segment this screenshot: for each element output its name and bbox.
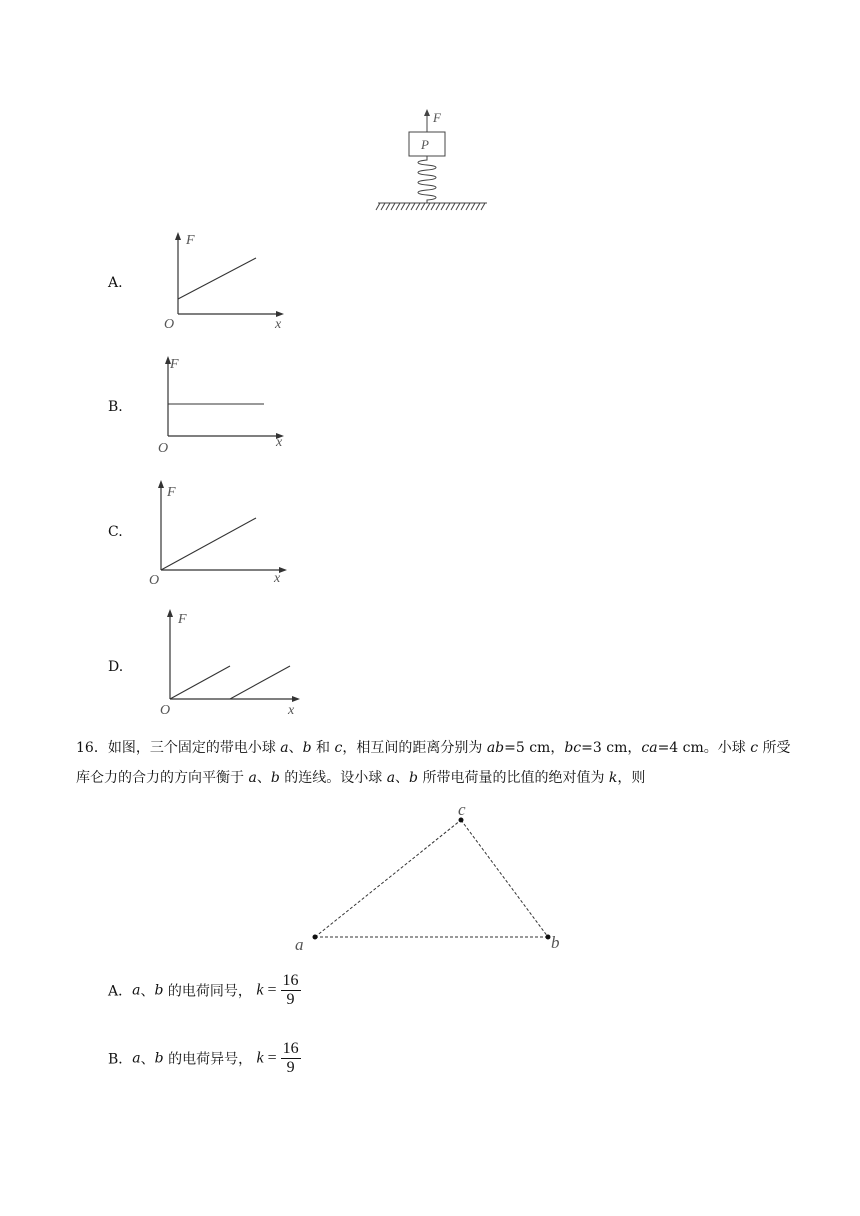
var-k: k bbox=[256, 981, 264, 999]
var-a: a bbox=[280, 740, 289, 756]
graph-line bbox=[178, 258, 256, 299]
hatch-mark bbox=[376, 203, 380, 210]
fraction bbox=[281, 972, 301, 1009]
hatch-mark bbox=[416, 203, 420, 210]
x-label: x bbox=[275, 317, 282, 332]
hatch-mark bbox=[456, 203, 460, 210]
hatch-mark bbox=[431, 203, 435, 210]
hatch-mark bbox=[386, 203, 390, 210]
option-b-label: B. bbox=[108, 399, 123, 415]
var-b-3: b bbox=[409, 770, 419, 786]
force-label: F bbox=[433, 110, 441, 125]
answer-label: B． bbox=[108, 1051, 133, 1068]
graph-line-2 bbox=[230, 666, 290, 699]
hatch-mark bbox=[466, 203, 470, 210]
block-label: P bbox=[421, 137, 429, 152]
q16-seg6: 所带电荷量的比值的绝对值为 bbox=[418, 770, 609, 786]
hatch-mark bbox=[471, 203, 475, 210]
answer-text: 的电荷同号， bbox=[163, 983, 252, 1000]
hatch-mark bbox=[406, 203, 410, 210]
side-cb bbox=[461, 820, 548, 937]
force-arrow-head bbox=[424, 109, 430, 116]
hatch-mark bbox=[476, 203, 480, 210]
point-b bbox=[546, 935, 551, 940]
numerator: 16 bbox=[282, 1040, 299, 1057]
option-d-graph bbox=[150, 605, 310, 717]
var-a: a bbox=[132, 1050, 141, 1067]
var-k: k bbox=[608, 770, 618, 786]
y-label: F bbox=[186, 233, 195, 248]
triangle-figure bbox=[290, 800, 570, 960]
point-a bbox=[313, 935, 318, 940]
var-ca: ca bbox=[641, 740, 658, 756]
q16-seg2: 和 bbox=[311, 740, 335, 756]
hatch-mark bbox=[421, 203, 425, 210]
ground-hatch bbox=[376, 203, 485, 210]
answer-text: 的电荷异号， bbox=[163, 1051, 253, 1068]
q16-seg7: ，则 bbox=[617, 770, 646, 786]
origin-label: O bbox=[149, 573, 160, 588]
hatch-mark bbox=[481, 203, 485, 210]
answer-option-b[interactable] bbox=[108, 1040, 301, 1077]
var-c: c bbox=[334, 740, 343, 756]
var-c-2: c bbox=[750, 740, 759, 756]
ca-value: =4 cm。小球 bbox=[657, 740, 751, 756]
y-axis-arrow bbox=[167, 609, 173, 617]
q16-seg5: 的连线。设小球 bbox=[279, 770, 387, 786]
hatch-mark bbox=[426, 203, 430, 210]
x-axis-arrow bbox=[292, 696, 300, 702]
side-ac bbox=[315, 820, 461, 937]
option-a-graph bbox=[160, 228, 300, 333]
hatch-mark bbox=[381, 203, 385, 210]
var-a-3: a bbox=[386, 770, 396, 786]
equals-sign: = bbox=[263, 1049, 277, 1067]
q16-seg3: ，相互间的距离分别为 bbox=[342, 740, 487, 756]
option-c-graph bbox=[143, 476, 303, 588]
q16-sep1: 、 bbox=[288, 740, 303, 756]
answer-sep: 、 bbox=[140, 983, 155, 1000]
question-16-text bbox=[76, 733, 796, 793]
hatch-mark bbox=[441, 203, 445, 210]
spring-block-figure bbox=[370, 105, 495, 217]
option-d-label: D. bbox=[108, 659, 124, 675]
var-k: k bbox=[256, 1049, 264, 1067]
point-b-label: b bbox=[551, 933, 560, 952]
x-label: x bbox=[276, 435, 283, 450]
hatch-mark bbox=[451, 203, 455, 210]
hatch-mark bbox=[461, 203, 465, 210]
var-a-2: a bbox=[248, 770, 257, 786]
q16-seg1: 如图，三个固定的带电小球 bbox=[107, 740, 281, 756]
var-b-2: b bbox=[270, 770, 280, 786]
y-label: F bbox=[170, 357, 179, 372]
y-label: F bbox=[167, 485, 176, 500]
var-b: b bbox=[154, 982, 164, 999]
equals-sign: = bbox=[263, 981, 277, 999]
hatch-mark bbox=[411, 203, 415, 210]
point-a-label: a bbox=[295, 935, 304, 954]
bc-value: =3 cm， bbox=[581, 740, 642, 756]
denominator: 9 bbox=[286, 991, 295, 1008]
y-label: F bbox=[178, 612, 187, 627]
q16-seg4: 所受库仑力的合力的方向平衡于 bbox=[76, 740, 791, 786]
q16-sep2: 、 bbox=[256, 770, 271, 786]
denominator: 9 bbox=[286, 1059, 295, 1076]
answer-option-a[interactable] bbox=[108, 972, 301, 1009]
graph-line bbox=[161, 518, 256, 570]
y-axis-arrow bbox=[158, 480, 164, 488]
x-label: x bbox=[274, 571, 281, 586]
hatch-mark bbox=[391, 203, 395, 210]
ab-value: =5 cm， bbox=[504, 740, 565, 756]
var-a: a bbox=[132, 982, 141, 999]
question-number: 16． bbox=[76, 740, 108, 756]
x-label: x bbox=[288, 703, 295, 717]
option-a-label: A. bbox=[108, 275, 123, 291]
spring-coil bbox=[418, 156, 436, 203]
hatch-mark bbox=[401, 203, 405, 210]
var-ab: ab bbox=[486, 740, 505, 756]
origin-label: O bbox=[164, 317, 175, 332]
graph-line-1 bbox=[170, 666, 230, 699]
answer-sep: 、 bbox=[140, 1051, 155, 1068]
fraction bbox=[281, 1040, 301, 1077]
y-axis-arrow bbox=[175, 232, 181, 240]
q16-sep3: 、 bbox=[395, 770, 410, 786]
option-c-label: C. bbox=[108, 524, 123, 540]
hatch-mark bbox=[396, 203, 400, 210]
hatch-mark bbox=[436, 203, 440, 210]
point-c-label: c bbox=[458, 800, 466, 819]
option-b-graph bbox=[150, 352, 300, 457]
hatch-mark bbox=[446, 203, 450, 210]
var-b: b bbox=[302, 740, 312, 756]
origin-label: O bbox=[160, 703, 171, 717]
var-b: b bbox=[154, 1050, 164, 1067]
numerator: 16 bbox=[282, 972, 299, 989]
var-bc: bc bbox=[564, 740, 582, 756]
answer-label: A． bbox=[108, 983, 133, 1000]
origin-label: O bbox=[158, 441, 169, 456]
